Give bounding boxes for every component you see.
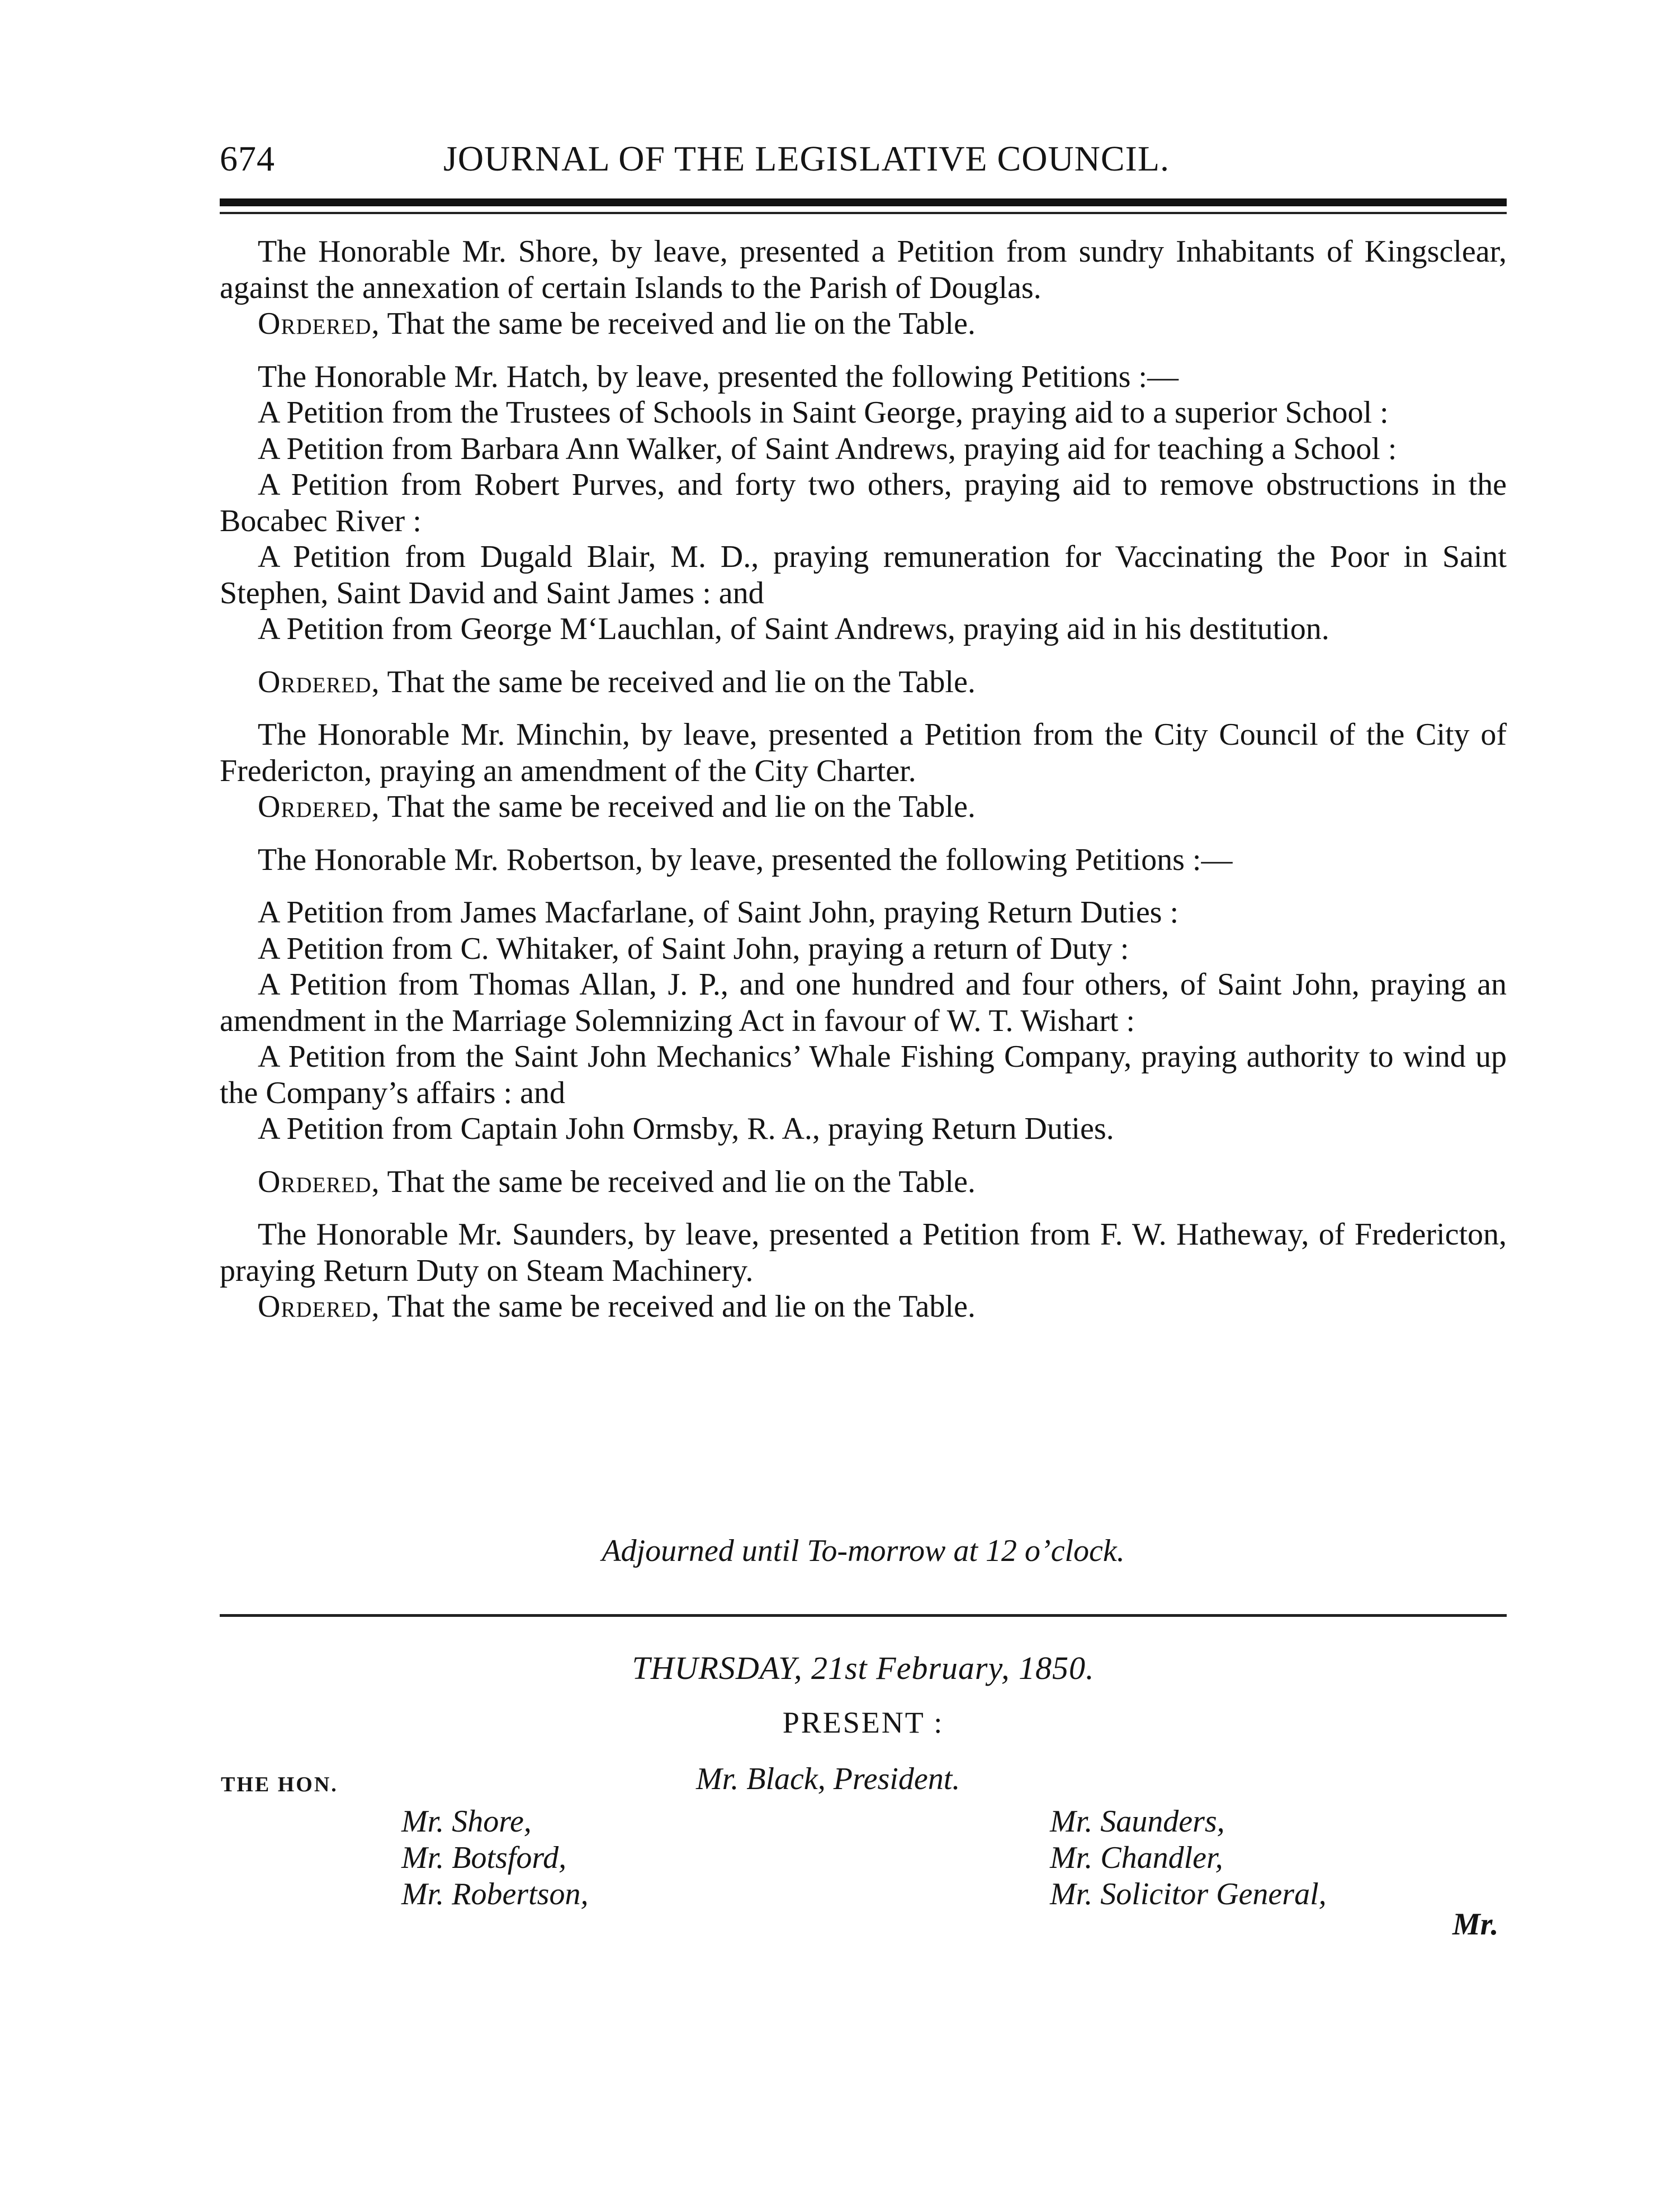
ordered-paragraph xyxy=(220,664,1507,701)
member-left-2: Mr. Botsford, xyxy=(401,1841,567,1875)
member-right-2: Mr. Chandler, xyxy=(1050,1841,1223,1875)
proceedings-text xyxy=(220,234,1507,1325)
petition-paragraph xyxy=(220,234,1507,306)
petition-paragraph xyxy=(220,895,1507,931)
petition-paragraph xyxy=(220,539,1507,611)
petition-paragraph xyxy=(220,359,1507,395)
petition-paragraph xyxy=(220,611,1507,647)
member-left-1: Mr. Shore, xyxy=(401,1804,532,1839)
journal-title: JOURNAL OF THE LEGISLATIVE COUNCIL. xyxy=(443,139,1170,178)
petition-paragraph xyxy=(220,395,1507,431)
paragraph-text: The Honorable Mr. Hatch, by leave, presented the following Petitions :— xyxy=(258,359,1179,394)
paragraph-text: A Petition from Barbara Ann Walker, of Saint Andrews, praying aid for teaching a School : xyxy=(258,431,1397,466)
paragraph-text: That the same be received and lie on the Table. xyxy=(380,306,976,341)
ordered-label: Ordered, xyxy=(258,664,380,699)
sitting-date: THURSDAY, 21st February, 1850. xyxy=(632,1650,1095,1686)
member-right-1: Mr. Saunders, xyxy=(1050,1804,1225,1839)
petition-paragraph xyxy=(220,967,1507,1039)
header-rule-thick xyxy=(220,198,1507,206)
catchword: Mr. xyxy=(1452,1907,1499,1942)
petition-paragraph xyxy=(220,1039,1507,1111)
paragraph-text: That the same be received and lie on the Table. xyxy=(380,1164,976,1199)
petition-paragraph xyxy=(220,467,1507,539)
header-rule-thin xyxy=(220,212,1507,214)
ordered-paragraph xyxy=(220,789,1507,825)
ordered-paragraph xyxy=(220,1164,1507,1200)
ordered-label: Ordered, xyxy=(258,1164,380,1199)
petition-paragraph xyxy=(220,431,1507,467)
paragraph-text: A Petition from C. Whitaker, of Saint John, praying a return of Duty : xyxy=(258,931,1129,966)
paragraph-text: That the same be received and lie on the Table. xyxy=(380,1289,976,1324)
paragraph-text: A Petition from Robert Purves, and forty two others, praying aid to remove obstructions in the Bocabec River : xyxy=(220,467,1507,538)
ordered-paragraph xyxy=(220,306,1507,342)
ordered-label: Ordered, xyxy=(258,1289,380,1324)
paragraph-text: A Petition from the Trustees of Schools in Saint George, praying aid to a superior School : xyxy=(258,395,1389,430)
section-divider-rule xyxy=(220,1614,1507,1617)
ordered-paragraph xyxy=(220,1289,1507,1325)
petition-paragraph xyxy=(220,1111,1507,1147)
member-right-3: Mr. Solicitor General, xyxy=(1050,1877,1327,1912)
petition-paragraph xyxy=(220,842,1507,878)
president-name: Mr. Black, President. xyxy=(696,1762,960,1796)
paragraph-text: The Honorable Mr. Minchin, by leave, presented a Petition from the City Council of the City of Fredericton, praying an amendment of the City Charter. xyxy=(220,717,1507,788)
paragraph-text: The Honorable Mr. Saunders, by leave, presented a Petition from F. W. Hatheway, of Fredericton, praying Return Duty on Steam Machinery. xyxy=(220,1217,1507,1288)
present-heading: PRESENT : xyxy=(782,1706,944,1739)
ordered-label: Ordered, xyxy=(258,789,380,824)
paragraph-text: A Petition from Dugald Blair, M. D., praying remuneration for Vaccinating the Poor in Saint Stephen, Saint David and Saint James : and xyxy=(220,540,1507,611)
the-hon-label: THE HON. xyxy=(221,1773,338,1796)
member-left-3: Mr. Robertson, xyxy=(401,1877,589,1912)
paragraph-text: That the same be received and lie on the Table. xyxy=(380,789,976,824)
paragraph-text: That the same be received and lie on the Table. xyxy=(380,664,976,699)
ordered-label: Ordered, xyxy=(258,306,380,341)
adjournment-line: Adjourned until To-morrow at 12 o’clock. xyxy=(602,1534,1125,1568)
paragraph-text: A Petition from Captain John Ormsby, R. A., praying Return Duties. xyxy=(258,1111,1114,1146)
paragraph-text: A Petition from George M‘Lauchlan, of Saint Andrews, praying aid in his destitution. xyxy=(258,612,1329,646)
paragraph-text: A Petition from Thomas Allan, J. P., and one hundred and four others, of Saint John, praying an amendment in the Marriage Solemnizing Act in favour of W. T. Wishart : xyxy=(220,967,1507,1038)
paragraph-text: The Honorable Mr. Shore, by leave, presented a Petition from sundry Inhabitants of Kingsclear, against the annexation of certain Islands to the Parish of Douglas. xyxy=(220,234,1507,305)
petition-paragraph xyxy=(220,931,1507,967)
page-number: 674 xyxy=(220,139,275,178)
paragraph-text: The Honorable Mr. Robertson, by leave, presented the following Petitions :— xyxy=(258,842,1233,877)
paragraph-text: A Petition from the Saint John Mechanics’ Whale Fishing Company, praying authority to wind up the Company’s affairs : and xyxy=(220,1039,1507,1110)
petition-paragraph xyxy=(220,717,1507,789)
page-header xyxy=(220,138,1506,188)
petition-paragraph xyxy=(220,1217,1507,1289)
paragraph-text: A Petition from James Macfarlane, of Saint John, praying Return Duties : xyxy=(258,895,1179,930)
